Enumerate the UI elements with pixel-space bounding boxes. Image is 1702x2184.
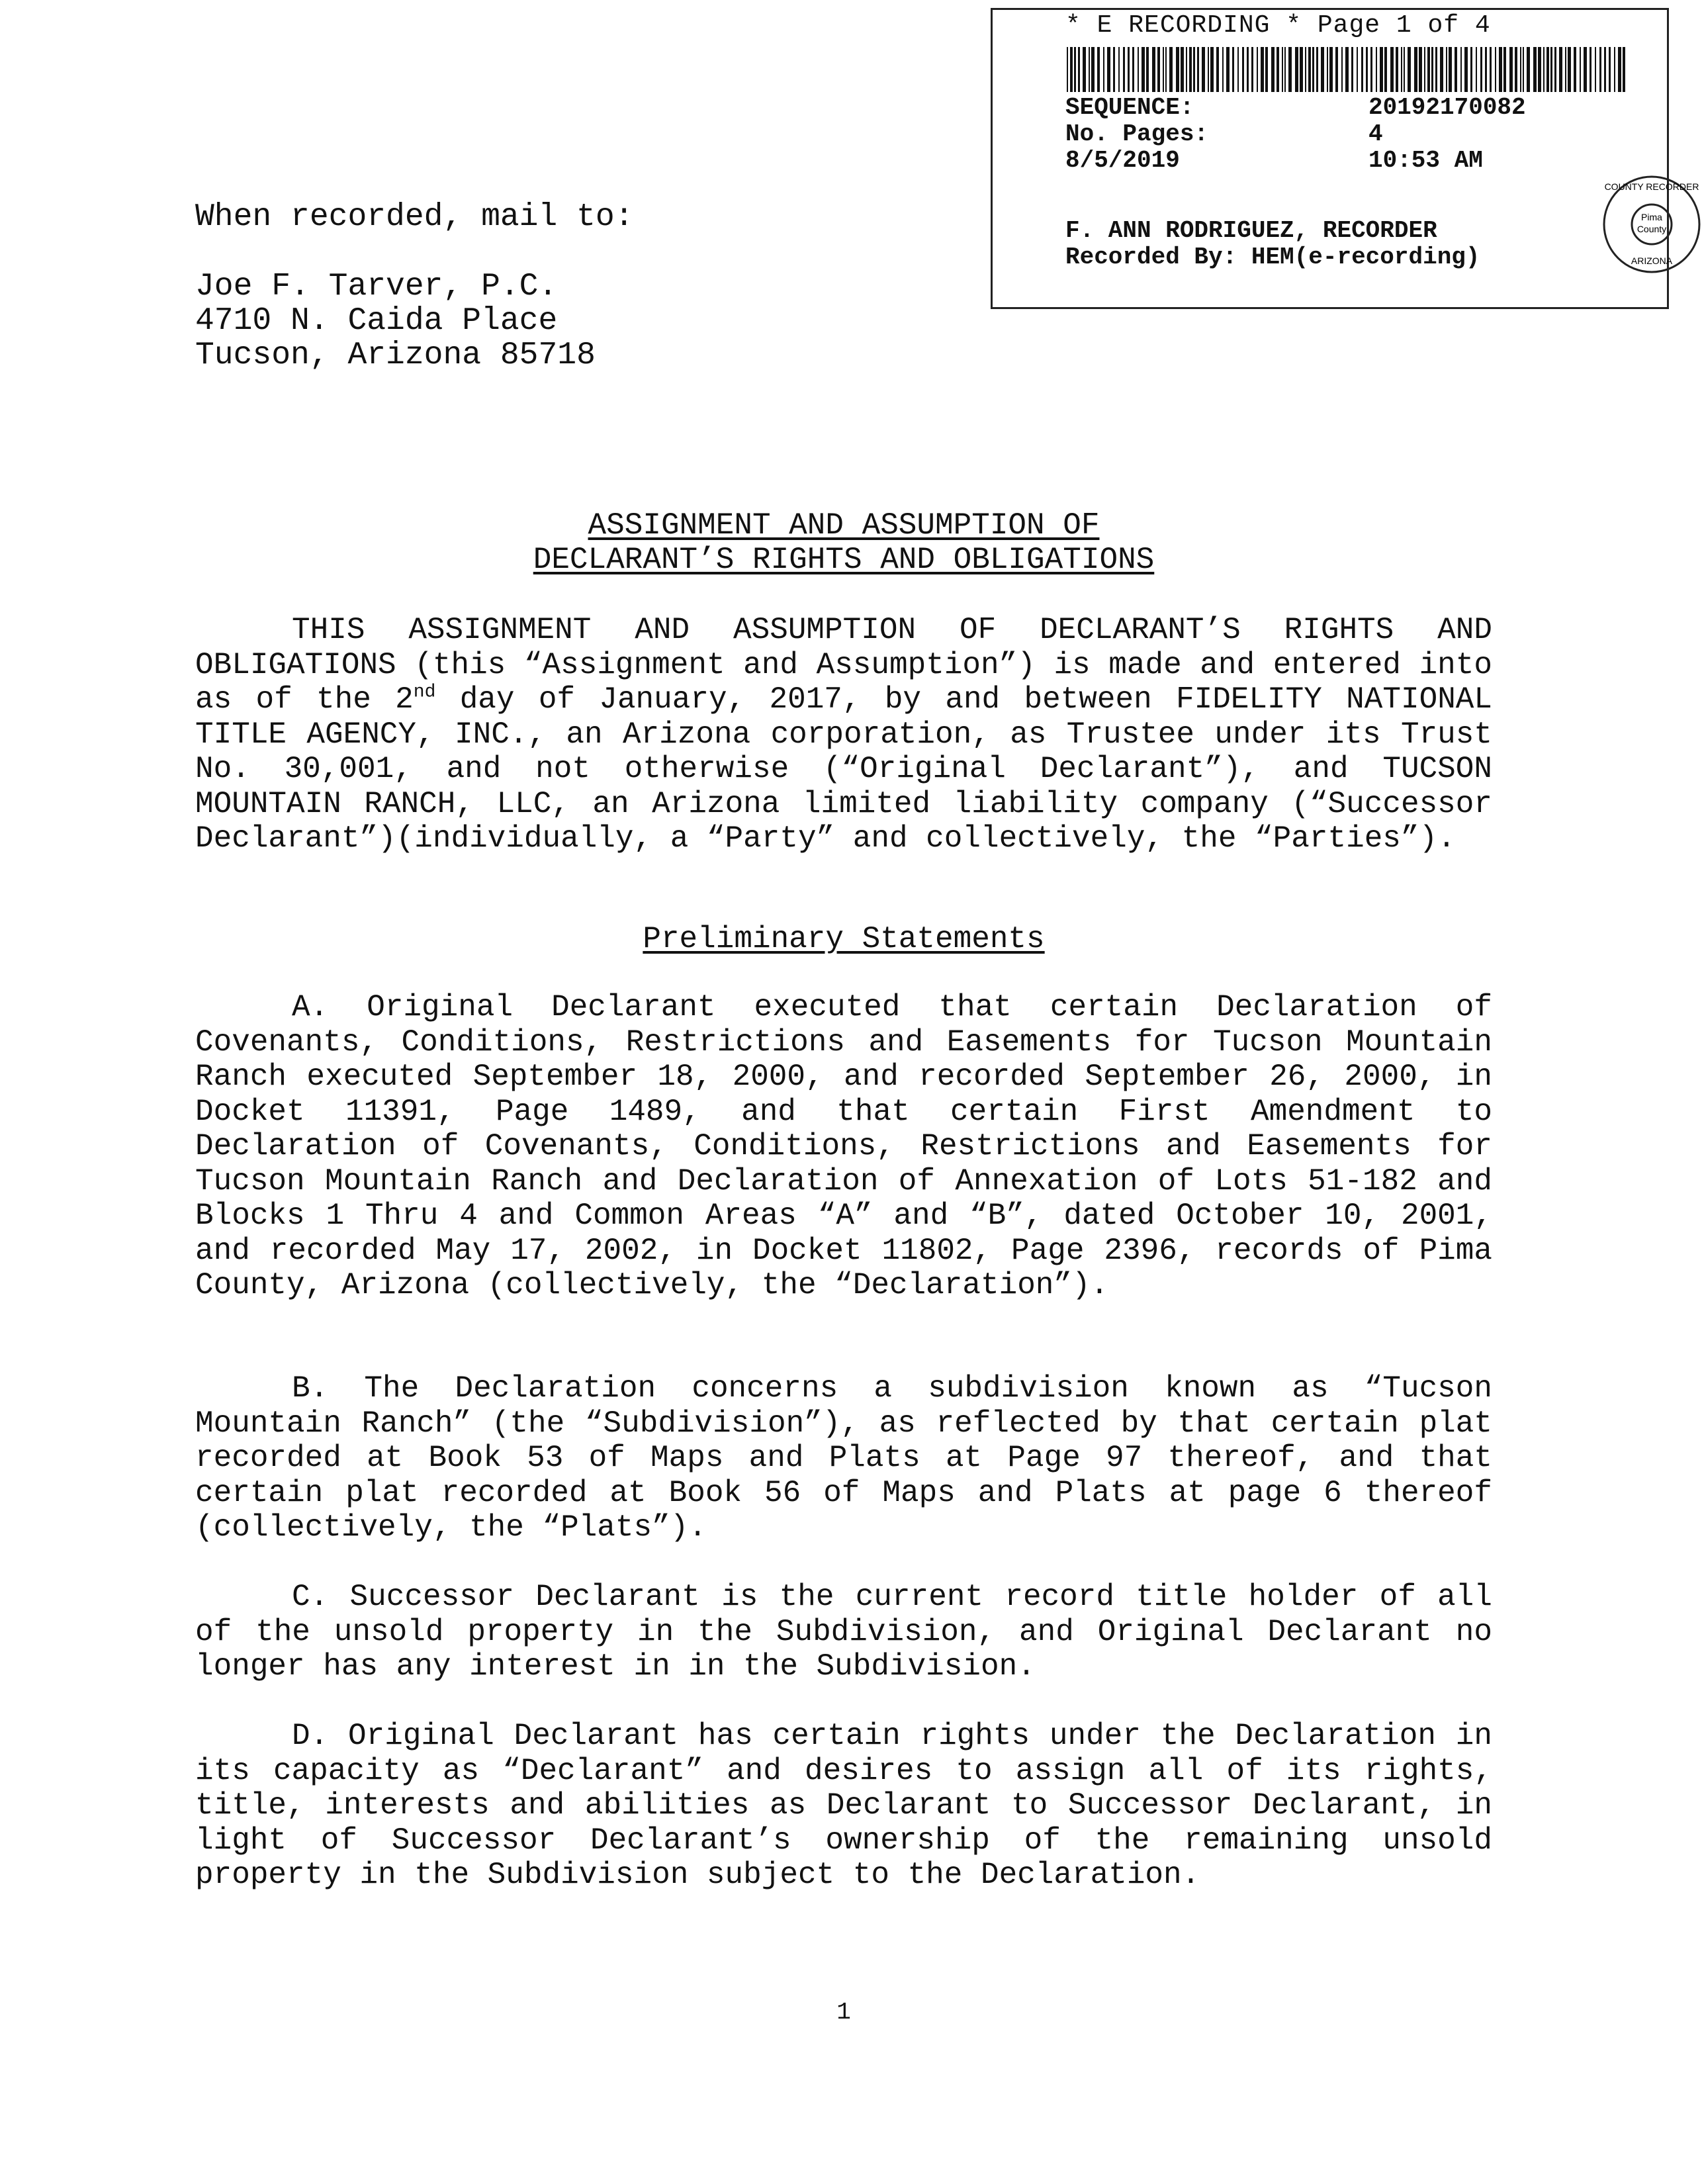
- barcode-bar: [1495, 47, 1496, 92]
- mail-to-line2: 4710 N. Caida Place: [195, 303, 558, 339]
- barcode-bar: [1103, 47, 1104, 92]
- barcode-bar: [1380, 47, 1383, 92]
- barcode-bar: [1197, 47, 1199, 92]
- barcode-bar: [1424, 47, 1425, 92]
- barcode-bar: [1208, 47, 1209, 92]
- barcode-bar: [1181, 47, 1184, 92]
- barcode-bar: [1113, 47, 1115, 92]
- barcode-bar: [1419, 47, 1422, 92]
- barcode-bar: [1538, 47, 1541, 92]
- intro-paragraph: THIS ASSIGNMENT AND ASSUMPTION OF DECLARANT’S RIGHTS AND OBLIGATIONS (this “Assignment and Assumption”) is made and entered into as of the 2nd day of January, 2017, by and between FIDELITY NATIONAL TITLE AGENCY, INC., an Arizona corporation, as Trustee under its Trust No. 30,001, and not otherwise (“Original Declarant”), and TUCSON MOUNTAIN RANCH, LLC, an Arizona limited liability company (“Successor Declarant”)(individually, a “Party” and collectively, the “Parties”).: [195, 613, 1493, 856]
- barcode-bar: [1067, 47, 1068, 92]
- recital-c: C. Successor Declarant is the current record title holder of all of the unsold property in the Subdivision, and Original Declarant no longer has any interest in in the Subdivision.: [195, 1580, 1492, 1684]
- barcode-bar: [1533, 47, 1537, 92]
- barcode-bar: [1455, 47, 1457, 92]
- barcode-bar: [1408, 47, 1411, 92]
- barcode-bar: [1097, 47, 1100, 92]
- pages-label: No. Pages:: [1065, 120, 1209, 148]
- barcode-bar: [1568, 47, 1571, 92]
- recital-b: B. The Declaration concerns a subdivision known as “Tucson Mountain Ranch” (the “Subdivision”), as reflected by that certain plat recorded at Book 53 of Maps and Plats at Page 97 thereof, and that certain plat recorded at Book 56 of Maps and Plats at page 6 thereof (collectively, the “Plats”).: [195, 1371, 1492, 1545]
- barcode-bar: [1335, 47, 1338, 92]
- barcode-bar: [1222, 47, 1224, 92]
- barcode-bar: [1165, 47, 1167, 92]
- barcode-bar: [1078, 47, 1080, 92]
- barcode-bar: [1464, 47, 1468, 92]
- barcode-bar: [1509, 47, 1513, 92]
- barcode-bar: [1546, 47, 1549, 92]
- barcode-bar: [1523, 47, 1524, 92]
- barcode-bar: [1554, 47, 1556, 92]
- barcode-bar: [1480, 47, 1482, 92]
- barcode-bar: [1361, 47, 1363, 92]
- barcode-bar: [1490, 47, 1492, 92]
- barcode-bar: [1574, 47, 1576, 92]
- barcode-bar: [1470, 47, 1472, 92]
- svg-text:COUNTY RECORDER: COUNTY RECORDER: [1604, 181, 1699, 192]
- barcode-bar: [1351, 47, 1353, 92]
- barcode-bar: [1584, 47, 1587, 92]
- barcode-bar: [1329, 47, 1333, 92]
- barcode-bar: [1316, 47, 1318, 92]
- barcode-bar: [1396, 47, 1398, 92]
- barcode-bar: [1327, 47, 1328, 92]
- barcode-bar: [1295, 47, 1298, 92]
- barcode-bar: [1503, 47, 1506, 92]
- barcode-bar: [1202, 47, 1205, 92]
- barcode-bar: [1300, 47, 1303, 92]
- svg-text:County: County: [1636, 224, 1667, 234]
- stamp-header: * E RECORDING * Page 1 of 4: [1065, 11, 1491, 40]
- barcode-bar: [1565, 47, 1566, 92]
- barcode-bar: [1157, 47, 1160, 92]
- barcode-bar: [1210, 47, 1214, 92]
- barcode: [1067, 47, 1626, 92]
- barcode-bar: [1118, 47, 1120, 92]
- mail-to-line1: Joe F. Tarver, P.C.: [195, 269, 558, 304]
- barcode-bar: [1146, 47, 1149, 92]
- barcode-bar: [1543, 47, 1545, 92]
- barcode-bar: [1527, 47, 1530, 92]
- barcode-bar: [1107, 47, 1110, 92]
- barcode-bar: [1376, 47, 1377, 92]
- barcode-bar: [1366, 47, 1368, 92]
- barcode-bar: [1485, 47, 1487, 92]
- barcode-bar: [1257, 47, 1258, 92]
- barcode-bar: [1414, 47, 1417, 92]
- barcode-bar: [1618, 47, 1621, 92]
- recording-time: 10:53 AM: [1368, 147, 1483, 174]
- barcode-bar: [1550, 47, 1552, 92]
- barcode-bar: [1609, 47, 1611, 92]
- barcode-bar: [1580, 47, 1581, 92]
- barcode-bar: [1142, 47, 1145, 92]
- barcode-bar: [1226, 47, 1230, 92]
- barcode-bar: [1431, 47, 1433, 92]
- barcode-bar: [1247, 47, 1249, 92]
- barcode-bar: [1440, 47, 1443, 92]
- barcode-bar: [1345, 47, 1349, 92]
- county-recorder-seal-icon: [1601, 174, 1702, 275]
- barcode-bar: [1312, 47, 1314, 92]
- barcode-bar: [1520, 47, 1521, 92]
- recital-d: D. Original Declarant has certain rights under the Declaration in its capacity as “Declarant” and desires to assign all of its rights, title, interests and abilities as Declarant to Successor Declarant, in light of Successor Declarant’s ownership of the remaining unsold property in the Subdivision subject to the Declaration.: [195, 1719, 1492, 1892]
- barcode-bar: [1132, 47, 1134, 92]
- sequence-label: SEQUENCE:: [1065, 94, 1194, 121]
- barcode-bar: [1446, 47, 1447, 92]
- pages-value: 4: [1368, 120, 1383, 148]
- barcode-bar: [1515, 47, 1517, 92]
- barcode-bar: [1237, 47, 1239, 92]
- barcode-bar: [1083, 47, 1086, 92]
- barcode-bar: [1128, 47, 1130, 92]
- barcode-bar: [1123, 47, 1125, 92]
- barcode-bar: [1401, 47, 1402, 92]
- barcode-bar: [1163, 47, 1164, 92]
- barcode-bar: [1321, 47, 1324, 92]
- barcode-bar: [1074, 47, 1076, 92]
- svg-text:Pima: Pima: [1641, 212, 1662, 222]
- barcode-bar: [1232, 47, 1234, 92]
- barcode-bar: [1186, 47, 1187, 92]
- barcode-bar: [1599, 47, 1601, 92]
- barcode-bar: [1384, 47, 1387, 92]
- barcode-bar: [1251, 47, 1253, 92]
- sequence-value: 20192170082: [1368, 94, 1526, 121]
- barcode-bar: [1390, 47, 1394, 92]
- barcode-bar: [1623, 47, 1625, 92]
- barcode-bar: [1176, 47, 1179, 92]
- barcode-bar: [1152, 47, 1155, 92]
- svg-text:ARIZONA: ARIZONA: [1631, 255, 1673, 266]
- barcode-bar: [1435, 47, 1437, 92]
- barcode-bar: [1357, 47, 1358, 92]
- barcode-bar: [1242, 47, 1244, 92]
- page-number: 1: [836, 1999, 851, 2026]
- section-heading: Preliminary Statements: [643, 922, 1045, 956]
- barcode-bar: [1138, 47, 1139, 92]
- barcode-bar: [1476, 47, 1477, 92]
- barcode-bar: [1216, 47, 1219, 92]
- barcode-bar: [1305, 47, 1306, 92]
- barcode-bar: [1189, 47, 1192, 92]
- barcode-bar: [1265, 47, 1268, 92]
- barcode-bar: [1169, 47, 1173, 92]
- barcode-bar: [1091, 47, 1095, 92]
- barcode-bar: [1370, 47, 1372, 92]
- barcode-bar: [1089, 47, 1090, 92]
- recorded-by: Recorded By: HEM(e-recording): [1065, 244, 1480, 271]
- document-title-line1: ASSIGNMENT AND ASSUMPTION OF: [588, 508, 1100, 543]
- recital-a: A. Original Declarant executed that certain Declaration of Covenants, Conditions, Restrictions and Easements for Tucson Mountain Ranch executed September 18, 2000, and recorded September 26, 2000, in Docket 11391, Page 1489, and that certain First Amendment to Declaration of Covenants, Conditions, Restrictions and Easements for Tucson Mountain Ranch and Declaration of Annexation of Lots 51-182 and Blocks 1 Thru 4 and Common Areas “A” and “B”, dated October 10, 2001, and recorded May 17, 2002, in Docket 11802, Page 2396, records of Pima County, Arizona (collectively, the “Declaration”).: [195, 990, 1492, 1302]
- barcode-bar: [1271, 47, 1275, 92]
- mail-to-label: When recorded, mail to:: [195, 199, 634, 235]
- barcode-bar: [1261, 47, 1264, 92]
- recording-stamp: [991, 8, 1699, 309]
- barcode-bar: [1499, 47, 1502, 92]
- barcode-bar: [1604, 47, 1606, 92]
- barcode-bar: [1427, 47, 1430, 92]
- barcode-bar: [1282, 47, 1283, 92]
- barcode-bar: [1341, 47, 1343, 92]
- barcode-bar: [1590, 47, 1591, 92]
- recording-date: 8/5/2019: [1065, 147, 1180, 174]
- barcode-bar: [1288, 47, 1292, 92]
- barcode-bar: [1460, 47, 1462, 92]
- barcode-bar: [1193, 47, 1195, 92]
- barcode-bar: [1276, 47, 1279, 92]
- barcode-bar: [1404, 47, 1405, 92]
- document-title-line2: DECLARANT’S RIGHTS AND OBLIGATIONS: [533, 543, 1155, 577]
- barcode-bar: [1614, 47, 1615, 92]
- barcode-bar: [1070, 47, 1073, 92]
- barcode-bar: [1284, 47, 1286, 92]
- recorder-name: F. ANN RODRIGUEZ, RECORDER: [1065, 217, 1437, 244]
- barcode-bar: [1595, 47, 1596, 92]
- barcode-bar: [1308, 47, 1311, 92]
- barcode-bar: [1559, 47, 1562, 92]
- barcode-bar: [1449, 47, 1452, 92]
- mail-to-line3: Tucson, Arizona 85718: [195, 338, 596, 373]
